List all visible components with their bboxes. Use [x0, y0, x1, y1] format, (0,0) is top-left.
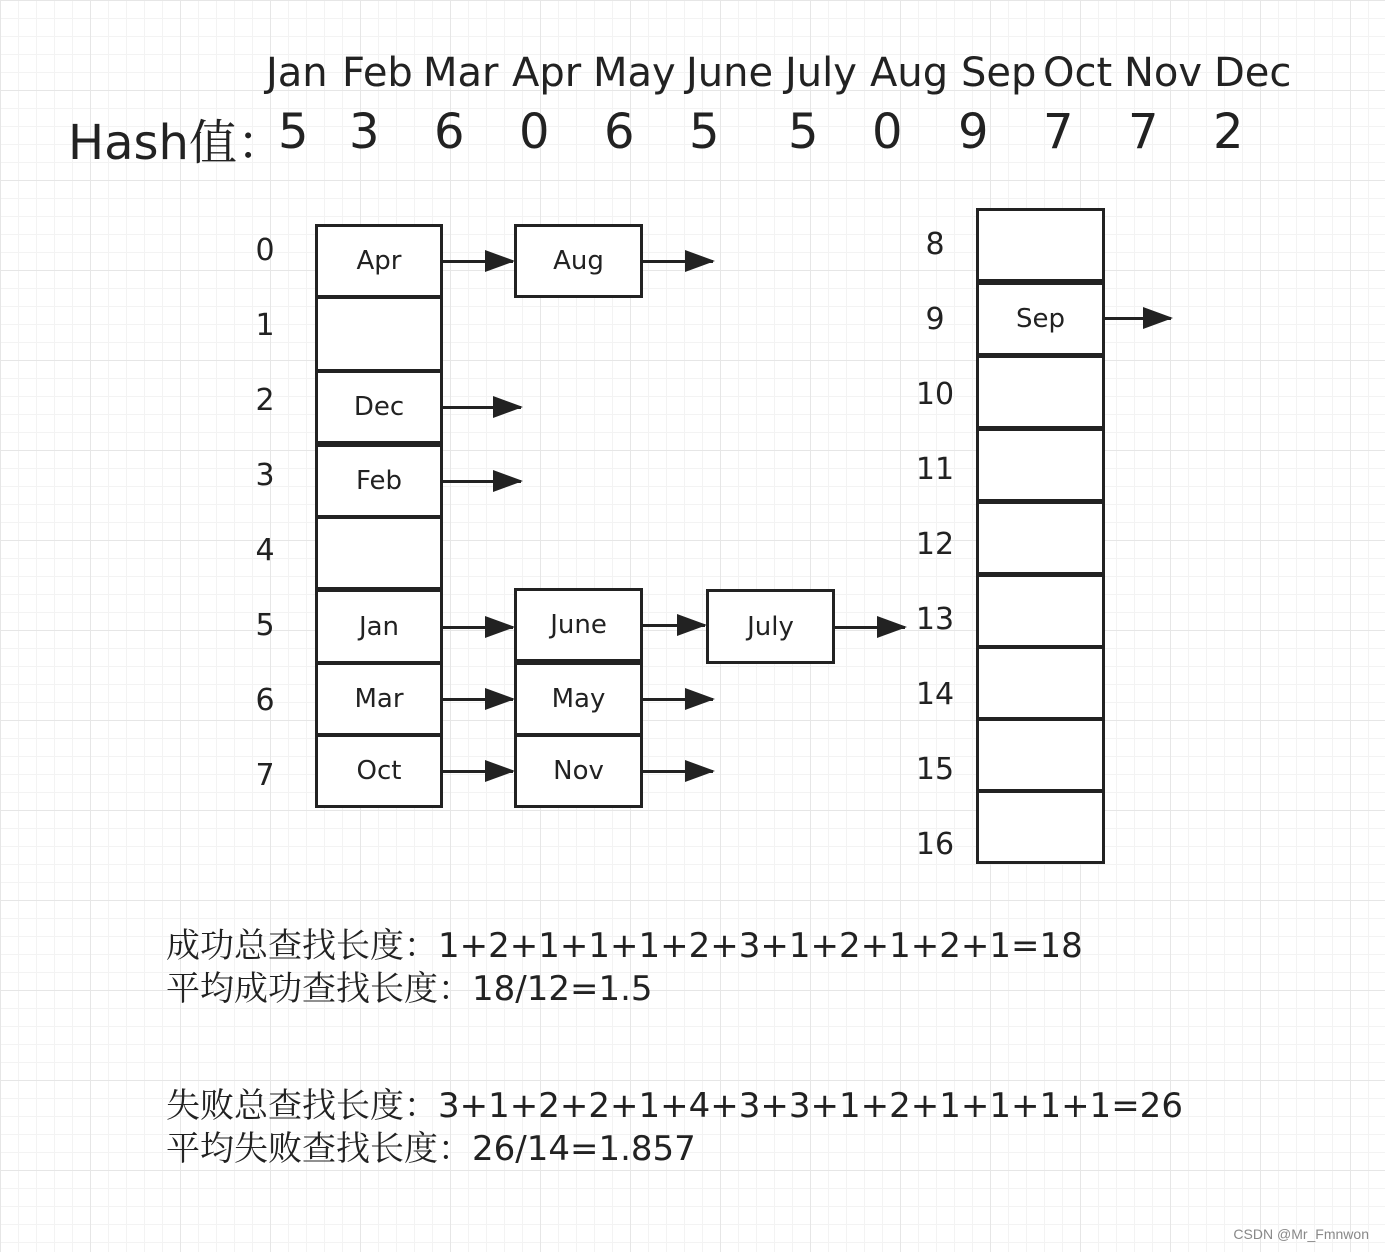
hash-label: Hash值： [68, 115, 285, 171]
hash-value-nov: 7 [1128, 104, 1159, 160]
hash-value-oct: 7 [1043, 104, 1074, 160]
slot-1 [315, 296, 443, 372]
arrow-may-null [643, 698, 713, 701]
hash-value-july: 5 [788, 104, 819, 160]
month-feb: Feb [342, 50, 413, 96]
month-may: May [593, 50, 676, 96]
month-dec: Dec [1214, 50, 1292, 96]
index-label-5: 5 [255, 608, 275, 643]
arrow-oct-to-nov [443, 770, 513, 773]
chain-node-may: May [514, 662, 643, 736]
hash-value-jan: 5 [278, 104, 309, 160]
slot-9: Sep [976, 282, 1105, 356]
arrow-july-null [835, 626, 905, 629]
month-aug: Aug [870, 50, 949, 96]
month-jan: Jan [266, 50, 328, 96]
index-label-0: 0 [255, 233, 275, 268]
arrow-mar-to-may [443, 698, 513, 701]
slot-6: Mar [315, 662, 443, 736]
index-label-9: 9 [925, 302, 945, 337]
index-label-4: 4 [255, 533, 275, 568]
index-label-8: 8 [925, 227, 945, 262]
index-label-11: 11 [915, 452, 955, 487]
arrow-nov-null [643, 770, 713, 773]
month-june: June [686, 50, 774, 96]
slot-5: Jan [315, 589, 443, 664]
hash-value-aug: 0 [872, 104, 903, 160]
hash-value-dec: 2 [1213, 104, 1244, 160]
arrow-aug-null [643, 260, 713, 263]
month-sep: Sep [961, 50, 1037, 96]
index-label-1: 1 [255, 308, 275, 343]
month-nov: Nov [1124, 50, 1203, 96]
hash-value-june: 5 [689, 104, 720, 160]
arrow-feb-null [443, 480, 521, 483]
arrow-sep-null [1105, 317, 1171, 320]
slot-16 [976, 790, 1105, 864]
hash-value-mar: 6 [434, 104, 465, 160]
fail-average-length: 平均失败查找长度：26/14=1.857 [166, 1129, 696, 1169]
slot-15 [976, 718, 1105, 792]
month-mar: Mar [423, 50, 499, 96]
arrow-dec-null [443, 406, 521, 409]
hash-value-sep: 9 [958, 104, 989, 160]
slot-0: Apr [315, 224, 443, 298]
slot-4 [315, 516, 443, 590]
success-total-length: 成功总查找长度：1+2+1+1+1+2+3+1+2+1+2+1=18 [166, 926, 1083, 966]
slot-10 [976, 355, 1105, 429]
chain-node-aug: Aug [514, 224, 643, 298]
slot-13 [976, 574, 1105, 648]
slot-12 [976, 501, 1105, 575]
month-july: July [785, 50, 857, 96]
success-average-length: 平均成功查找长度：18/12=1.5 [166, 969, 653, 1009]
arrow-jan-to-june [443, 626, 513, 629]
fail-total-length: 失败总查找长度：3+1+2+2+1+4+3+3+1+2+1+1+1+1=26 [166, 1086, 1183, 1126]
month-oct: Oct [1043, 50, 1113, 96]
hash-value-apr: 0 [519, 104, 550, 160]
index-label-7: 7 [255, 758, 275, 793]
chain-node-july: July [706, 589, 835, 664]
month-apr: Apr [512, 50, 582, 96]
hash-value-may: 6 [604, 104, 635, 160]
index-label-15: 15 [915, 752, 955, 787]
slot-14 [976, 646, 1105, 720]
chain-node-nov: Nov [514, 734, 643, 808]
index-label-14: 14 [915, 677, 955, 712]
slot-7: Oct [315, 734, 443, 808]
index-label-3: 3 [255, 458, 275, 493]
slot-8 [976, 208, 1105, 282]
index-label-12: 12 [915, 527, 955, 562]
slot-2: Dec [315, 370, 443, 444]
index-label-13: 13 [915, 602, 955, 637]
watermark: CSDN @Mr_Fmnwon [1233, 1226, 1369, 1242]
index-label-6: 6 [255, 683, 275, 718]
slot-3: Feb [315, 444, 443, 518]
chain-node-june: June [514, 588, 643, 662]
arrow-apr-to-aug [443, 260, 513, 263]
arrow-june-to-july [643, 624, 705, 627]
index-label-16: 16 [915, 827, 955, 862]
index-label-2: 2 [255, 383, 275, 418]
index-label-10: 10 [915, 377, 955, 412]
slot-11 [976, 428, 1105, 502]
hash-value-feb: 3 [349, 104, 380, 160]
